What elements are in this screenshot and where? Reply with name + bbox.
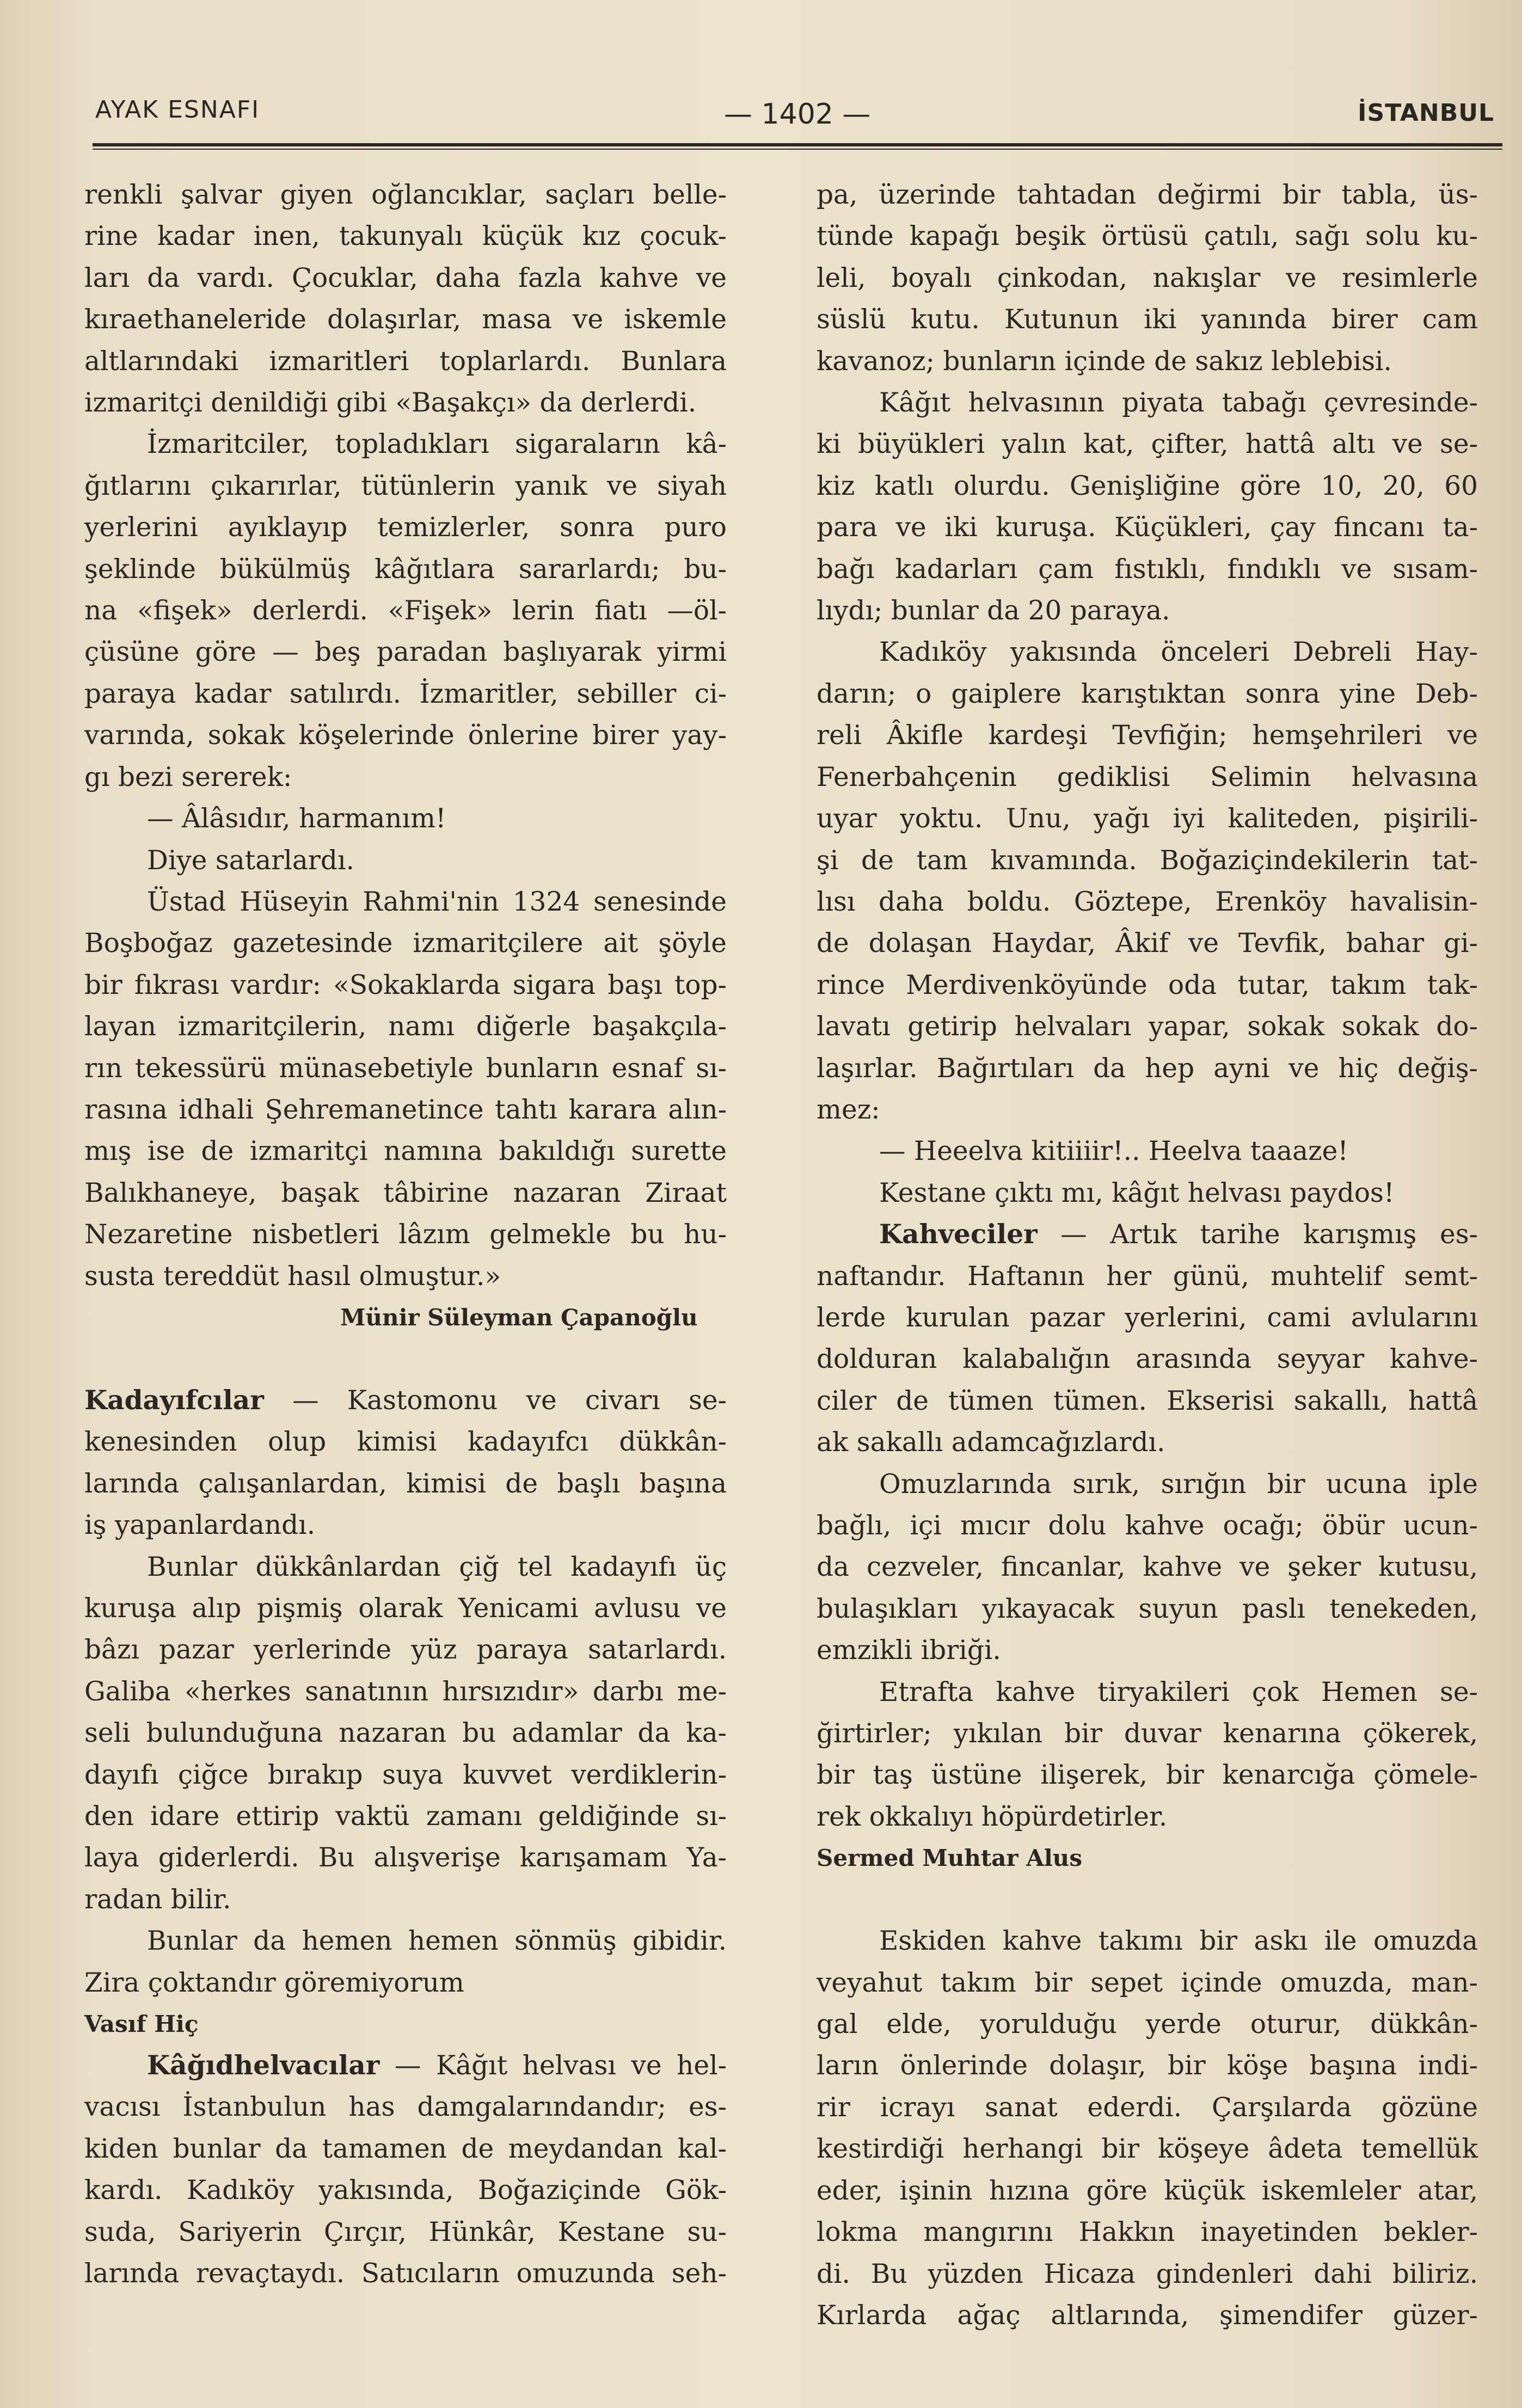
paragraph: [817, 1464, 1478, 1672]
text-line: da cezveler, fincanlar, kahve ve şeker kutusu,: [817, 1552, 1478, 1583]
text-line: Omuzlarında sırık, sırığın bir ucuna iple: [879, 1469, 1478, 1500]
paragraph: [84, 174, 727, 423]
paragraph: [84, 1546, 727, 1921]
text-line: — Heeelva kitiiiir!.. Heelva taaaze!: [879, 1136, 1348, 1167]
text-line: radan bilir.: [84, 1884, 231, 1915]
text-line: ki büyükleri yalın kat, çifter, hattâ altı ve se-: [817, 429, 1478, 460]
text-line: kavanoz; bunların içinde de sakız leblebisi.: [817, 346, 1392, 377]
text-line: Kadıköy yakısında önceleri Debreli Hay-: [879, 637, 1478, 668]
text-line: Kâğıt helvasının piyata tabağı çevresinde-: [879, 388, 1478, 419]
text-line: emzikli ibriği.: [817, 1635, 1001, 1666]
header-rule: [93, 143, 1502, 150]
text-line: dayıfı çiğce bırakıp suya kuvvet verdiklerin-: [84, 1759, 727, 1790]
text-line: larında revaçtaydı. Satıcıların omuzunda seh-: [84, 2258, 727, 2289]
text-line: Balıkhaneye, başak tâbirine nazaran Ziraat: [84, 1177, 727, 1208]
text-line: Boşboğaz gazetesinde izmaritçilere ait şöyle: [84, 928, 727, 959]
paragraph: [817, 1672, 1478, 1838]
text-line: na «fişek» derlerdi. «Fişek» lerin fiatı —öl-: [84, 595, 727, 626]
text-line: çüsüne göre — beş paradan başlıyarak yirmi: [84, 637, 727, 668]
text-line: lokma mangırını Hakkın inayetinden bekler-: [817, 2217, 1478, 2248]
text-line: süslü kutu. Kutunun iki yanında birer cam: [817, 304, 1478, 335]
text-line: ğirtirler; yıkılan bir duvar kenarına çökerek,: [817, 1718, 1478, 1749]
paragraph: [84, 881, 727, 1297]
text-line: leli, boyalı çinkodan, nakışlar ve resimlerle: [817, 262, 1478, 293]
text-line: lıydı; bunlar da 20 paraya.: [817, 595, 1170, 626]
text-line: gı bezi sererek:: [84, 761, 292, 793]
text-line: Etrafta kahve tiryakileri çok Hemen se-: [879, 1676, 1478, 1707]
text-line: bâzı pazar yerlerinde yüz paraya satarlardı.: [84, 1635, 727, 1666]
text-line: larında çalışanlardan, kimisi de başlı başına: [84, 1468, 727, 1499]
text-line: lısı daha boldu. Göztepe, Erenköy havalisin-: [817, 886, 1478, 917]
text-line: para ve iki kuruşa. Küçükleri, çay fincanı ta-: [817, 512, 1478, 543]
text-line: bağı kadarları çam fıstıklı, fındıklı ve sısam-: [817, 554, 1478, 585]
text-line: Kestane çıktı mı, kâğıt helvası paydos!: [879, 1177, 1395, 1208]
paragraph: [817, 1920, 1478, 2336]
text-line: layan izmaritçilerin, namı diğerle başakçıla-: [84, 1011, 727, 1042]
text-line: ların önlerinde dolaşır, bir köşe başına indi-: [817, 2050, 1478, 2081]
text-line: paraya kadar satılırdı. İzmaritler, sebiller ci-: [84, 678, 727, 709]
running-header: [90, 93, 1494, 131]
text-line: Kırlarda ağaç altlarında, şimendifer güzer-: [817, 2300, 1478, 2331]
text-line: eder, işinin hızına göre küçük iskemleler atar,: [817, 2175, 1478, 2206]
text-line: renkli şalvar giyen oğlancıklar, saçları belle-: [84, 180, 727, 210]
text-line: rek okkalıyı höpürdetirler.: [817, 1801, 1168, 1832]
text-line: de dolaşan Haydar, Âkif ve Tevfik, bahar gi-: [817, 928, 1478, 959]
text-line: izmaritçi denildiği gibi «Başakçı» da derlerdi.: [84, 388, 697, 419]
text-line: Bunlar dükkânlardan çiğ tel kadayıfı üç: [147, 1551, 727, 1582]
text-line: tünde kapağı beşik örtüsü çatılı, sağı solu ku-: [817, 221, 1478, 252]
text-line: Eskiden kahve takımı bir askı ile omuzda: [879, 1926, 1478, 1957]
text-line: rir icrayı sanat ederdi. Çarşılarda gözüne: [817, 2092, 1478, 2123]
quote: [84, 798, 727, 881]
paragraph: [817, 631, 1478, 1131]
text-line: uyar yoktu. Unu, yağı iyi kaliteden, pişirili-: [817, 803, 1478, 834]
text-line: ğıtlarını çıkarırlar, tütünlerin yanık ve siyah: [84, 470, 727, 501]
text-line: rine kadar inen, takunyalı küçük kız çocuk-: [84, 221, 727, 252]
text-line: ları da vardı. Çocuklar, daha fazla kahve ve: [84, 262, 727, 293]
text-line: pa, üzerinde tahtadan değirmi bir tabla, üs-: [817, 180, 1478, 210]
text-line: dolduran kalabalığın arasında seyyar kahve-: [817, 1344, 1478, 1375]
text-line: şeklinde bükülmüş kâğıtlara sararlardı; bu-: [84, 554, 727, 585]
text-line: bağlı, içi mıcır dolu kahve ocağı; öbür ucun-: [817, 1510, 1478, 1541]
text-line: Nezaretine nisbetleri lâzım gelmekle bu hu-: [84, 1219, 727, 1250]
text-line: naftandır. Haftanın her günü, muhtelif semt-: [817, 1261, 1478, 1292]
paragraph: [817, 174, 1478, 382]
text-line: vacısı İstanbulun has damgalarındandır; es-: [84, 2092, 727, 2123]
author-signature: Münir Süleyman Çapanoğlu: [340, 1304, 698, 1331]
text-line: iş yapanlardandı.: [84, 1510, 316, 1541]
paragraph: [84, 1920, 727, 2004]
paragraph: [817, 1214, 1478, 1463]
text-line: Kahveciler — Artık tarihe karışmış es-: [879, 1219, 1478, 1250]
text-line: kiz katlı olurdu. Genişliğine göre 10, 20, 60: [817, 470, 1478, 501]
text-line: suda, Sariyerin Çırçır, Hünkâr, Kestane su-: [84, 2216, 727, 2247]
text-line: altlarındaki izmaritleri toplarlardı. Bunlara: [84, 346, 727, 377]
text-line: Diye satarlardı.: [147, 845, 354, 876]
text-line: rasına idhali Şehremanetince tahtı karara alın-: [84, 1094, 727, 1125]
publication-title: İSTANBUL: [1358, 99, 1494, 127]
text-line: ak sakallı adamcağızlardı.: [817, 1427, 1165, 1458]
text-line: ciler de tümen tümen. Ekserisi sakallı, hattâ: [817, 1385, 1478, 1416]
text-line: seli bulunduğuna nazaran bu adamlar da ka-: [84, 1718, 727, 1749]
text-line: kuruşa alıp pişmiş olarak Yenicami avlusu ve: [84, 1593, 727, 1624]
text-line: di. Bu yüzden Hicaza gindenleri dahi biliriz.: [817, 2258, 1478, 2289]
section-heading: Kâğıdhelvacılar: [147, 2050, 380, 2081]
text-line: bulaşıkları yıkayacak suyun paslı tenekeden,: [817, 1593, 1478, 1624]
section-heading: Kadayıfcılar: [84, 1384, 264, 1416]
text-line: kıraethaneleride dolaşırlar, masa ve iskemle: [84, 304, 727, 335]
text-line: yerlerini ayıklayıp temizlerler, sonra puro: [84, 512, 727, 543]
right-column: [817, 174, 1478, 2336]
paragraph: [84, 423, 727, 798]
text-line: kardı. Kadıköy yakısında, Boğaziçinde Gök-: [84, 2175, 727, 2206]
author-signature: Vasıf Hiç: [84, 2011, 199, 2038]
section-title: AYAK ESNAFI: [95, 96, 260, 124]
text-line: Zira çoktandır göremiyorum: [84, 1967, 464, 1998]
text-line: reli Âkifle kardeşi Tevfiğin; hemşehrileri ve: [817, 720, 1478, 751]
text-line: gal elde, yorulduğu yerde oturur, dükkân-: [817, 2009, 1478, 2040]
section-heading: Kahveciler: [879, 1219, 1038, 1250]
quote: [817, 1131, 1478, 1214]
text-line: Kâğıdhelvacılar — Kâğıt helvası ve hel-: [147, 2050, 727, 2081]
text-line: Kadayıfcılar — Kastomonu ve civarı se-: [84, 1384, 727, 1416]
text-line: laşırlar. Bağırtıları da hep ayni ve hiç değiş-: [817, 1053, 1478, 1084]
text-line: varında, sokak köşelerinde önlerine birer yay-: [84, 720, 727, 751]
text-line: İzmaritciler, topladıkları sigaraların kâ-: [147, 429, 727, 460]
text-line: susta tereddüt hasıl olmuştur.»: [84, 1261, 501, 1292]
text-line: Bunlar da hemen hemen sönmüş gibidir.: [147, 1926, 727, 1957]
left-column: [84, 174, 727, 2295]
text-line: lavatı getirip helvaları yapar, sokak sokak do-: [817, 1011, 1478, 1042]
text-line: mış ise de izmaritçi namına bakıldığı surette: [84, 1136, 727, 1167]
text-line: veyahut takım bir sepet içinde omuzda, man-: [817, 1967, 1478, 1998]
text-line: rın tekessürü münasebetiyle bunların esnaf sı-: [84, 1053, 727, 1084]
text-line: bir fıkrası vardır: «Sokaklarda sigara başı top-: [84, 969, 727, 1000]
text-line: Fenerbahçenin gediklisi Selimin helvasına: [817, 761, 1478, 793]
text-line: rince Merdivenköyünde oda tutar, takım tak-: [817, 969, 1478, 1000]
paragraph: [84, 1380, 727, 1546]
author-signature: Sermed Muhtar Alus: [817, 1845, 1082, 1872]
text-line: Üstad Hüseyin Rahmi'nin 1324 senesinde: [147, 886, 727, 917]
text-line: mez:: [817, 1094, 880, 1125]
text-line: laya giderlerdi. Bu alışverişe karışamam Ya-: [84, 1842, 727, 1873]
text-line: Galiba «herkes sanatının hırsızıdır» darbı me-: [84, 1676, 727, 1707]
text-line: şi de tam kıvamında. Boğaziçindekilerin tat-: [817, 845, 1478, 876]
text-line: bir taş üstüne ilişerek, bir kenarcığa çömele-: [817, 1760, 1478, 1791]
page-number: — 1402 —: [724, 98, 871, 131]
text-line: kiden bunlar da tamamen de meydandan kal-: [84, 2133, 727, 2164]
text-line: lerde kurulan pazar yerlerini, cami avlularını: [817, 1302, 1478, 1333]
paragraph: [817, 382, 1478, 631]
text-line: darın; o gaiplere karıştıktan sonra yine Deb-: [817, 678, 1478, 709]
text-line: — Âlâsıdır, harmanım!: [147, 803, 446, 834]
text-line: den idare ettirip vaktü zamanı geldiğinde sı-: [84, 1801, 727, 1832]
paragraph: [84, 2045, 727, 2294]
text-line: kestirdiği herhangi bir köşeye âdeta temellük: [817, 2134, 1478, 2165]
text-line: kenesinden olup kimisi kadayıfcı dükkân-: [84, 1427, 727, 1458]
